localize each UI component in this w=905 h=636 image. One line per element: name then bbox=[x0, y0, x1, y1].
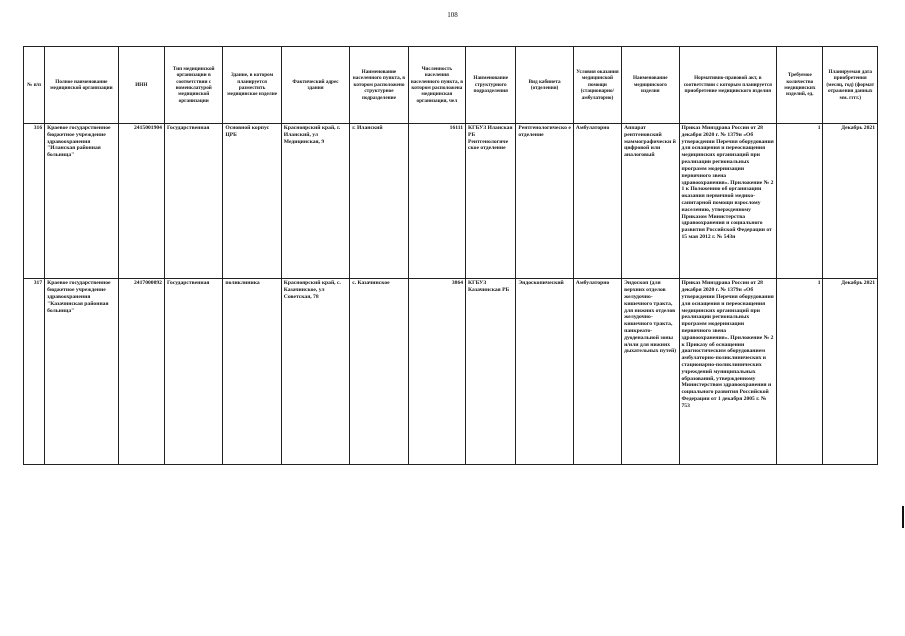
cell-device: Аппарат рентгеновский маммографически й цифровой или аналоговый bbox=[622, 124, 679, 279]
col-header-subdivision: Наименование структурного подразделения bbox=[466, 47, 516, 124]
table-row bbox=[24, 124, 878, 279]
col-header-inn: ИНН bbox=[118, 47, 164, 124]
cell-org: Краевое государственное бюджетное учреждение здравоохранения "Казачинская районная больница" bbox=[45, 279, 119, 465]
cell-date: Декабрь 2021 bbox=[823, 124, 878, 279]
cell-building: поликлиника bbox=[223, 279, 281, 465]
col-header-address: Фактический адрес здания bbox=[281, 47, 349, 124]
cell-inn: 2415001904 bbox=[118, 124, 164, 279]
cell-subdivision: КГБУЗ Иланская РБ Рентгенологиче ское отделение bbox=[466, 124, 516, 279]
cell-act: Приказ Минздрава России от 28 декабря 2020 г. № 1379н «Об утверждении Перечня оборудования для оснащения и переоснащения медицинских организаций при реализации региональных программ модернизации первичного звена здравоохранения». Приложение № 2 к Приказу об оснащении диагностическим оборудованием амбулаторно-поликлинических и стационарно-поликлинических учреждений муниципальных образований, утвержденному Министерством здравоохранения и социального развития Российской Федерации от 1 декабря 2005 г. № 753 bbox=[679, 279, 777, 465]
cell-qty: 1 bbox=[777, 124, 823, 279]
cell-inn: 2417000092 bbox=[118, 279, 164, 465]
cell-cabinet: Эндоскопический bbox=[516, 279, 573, 465]
cell-cabinet: Рентгенологическо е отделение bbox=[516, 124, 573, 279]
cell-address: Красноярский край, с. Казачинское, ул Советская, 78 bbox=[281, 279, 349, 465]
cell-num: 317 bbox=[24, 279, 45, 465]
col-header-date: Планируемая дата приобретения (месяц, год) (формат отражения данных мм. гггг.) bbox=[823, 47, 878, 124]
col-header-building: Здание, в котором планируется разместить медицинское изделие bbox=[223, 47, 281, 124]
cell-population: 16111 bbox=[408, 124, 465, 279]
cell-conditions: Амбулаторно bbox=[573, 124, 621, 279]
col-header-org: Полное наименование медицинской организации bbox=[45, 47, 119, 124]
equipment-table bbox=[23, 46, 878, 465]
margin-mark bbox=[902, 506, 904, 528]
cell-type: Государственная bbox=[164, 279, 222, 465]
table-row bbox=[24, 279, 878, 465]
cell-population: 3864 bbox=[408, 279, 465, 465]
cell-qty: 1 bbox=[777, 279, 823, 465]
page-number: 108 bbox=[447, 11, 458, 19]
col-header-type: Тип медицинской организации в соответствии с номенклатурой медицинской организации bbox=[164, 47, 222, 124]
cell-date: Декабрь 2021 bbox=[823, 279, 878, 465]
cell-act: Приказ Минздрава России от 28 декабря 2020 г. № 1379н «Об утверждении Перечня оборудования для оснащения и переоснащения медицинских организаций при реализации региональных программ модернизации первичного звена здравоохранения». Приложение № 2 1 к Положению об организации оказания первичной медико-санитарной помощи взрослому населению, утвержденному Приказом Министерства здравоохранения и социального развития Российской Федерации от 15 мая 2012 г. № 543н bbox=[679, 124, 777, 279]
cell-subdivision: КГБУЗ Казачинская РБ bbox=[466, 279, 516, 465]
cell-conditions: Амбулаторно bbox=[573, 279, 621, 465]
col-header-act: Нормативно-правовой акт, в соответствии с которым планируется приобретение медицинского изделия bbox=[679, 47, 777, 124]
cell-address: Красноярский край, г. Иланский, ул Медицинская, 9 bbox=[281, 124, 349, 279]
col-header-population: Численность населения населенного пункта, в котором расположена медицинская организация, чел bbox=[408, 47, 465, 124]
col-header-cabinet: Вид кабинета (отделения) bbox=[516, 47, 573, 124]
col-header-device: Наименование медицинского изделия bbox=[622, 47, 679, 124]
col-header-conditions: Условия оказания медицинской помощи (стационарно/амбулаторно) bbox=[573, 47, 621, 124]
col-header-qty: Требуемое количество медицинских изделий, ед. bbox=[777, 47, 823, 124]
cell-org: Краевое государственное бюджетное учреждение здравоохранения "Иланская районная больница" bbox=[45, 124, 119, 279]
col-header-locality: Наименование населенного пункта, в котором расположено структурное подразделение bbox=[350, 47, 408, 124]
cell-type: Государственная bbox=[164, 124, 222, 279]
cell-locality: г. Иланский bbox=[350, 124, 408, 279]
cell-num: 316 bbox=[24, 124, 45, 279]
cell-locality: с. Казачинское bbox=[350, 279, 408, 465]
col-header-num: № п/п bbox=[24, 47, 45, 124]
cell-building: Основной корпус ЦРБ bbox=[223, 124, 281, 279]
table-header-row bbox=[24, 47, 878, 124]
cell-device: Эндоскоп (для верхних отделов желудочно-кишечного тракта, для нижних отделов желудочно-кишечного тракта, панкреато-дуоденальной зоны и/или для нижних дыхательных путей) bbox=[622, 279, 679, 465]
